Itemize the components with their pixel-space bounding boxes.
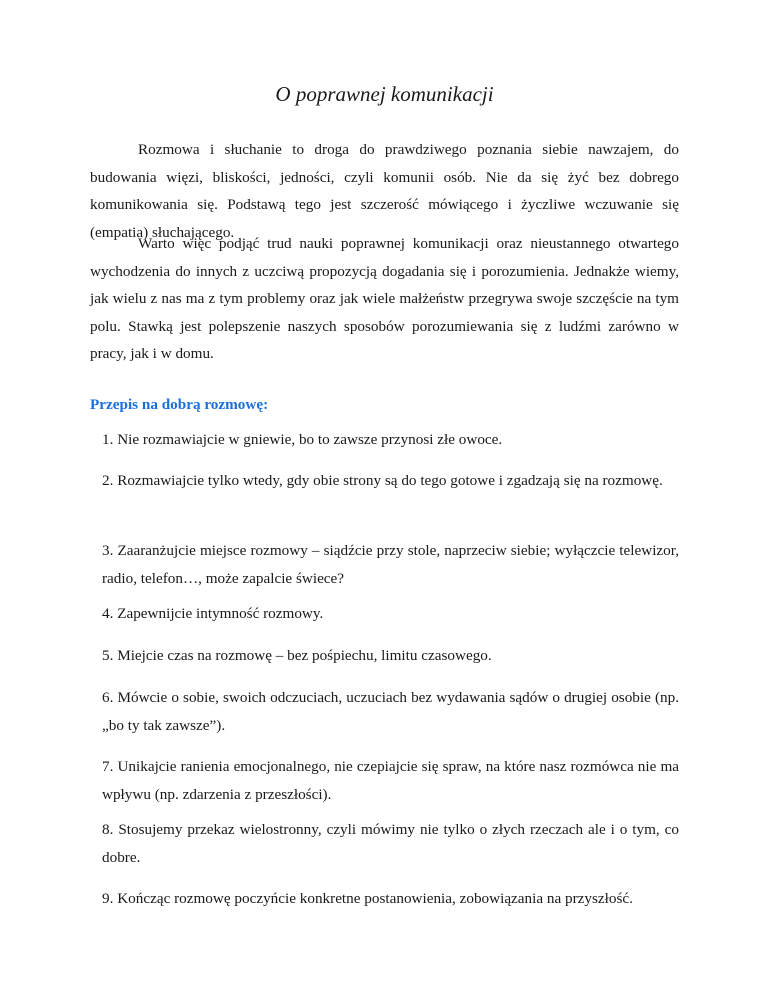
list-item: 8. Stosujemy przekaz wielostronny, czyli mówimy nie tylko o złych rzeczach ale i o tym, co dobre. — [102, 821, 679, 866]
list-item: 1. Nie rozmawiajcie w gniewie, bo to zawsze przynosi złe owoce. — [102, 431, 503, 448]
list-item: 3. Zaaranżujcie miejsce rozmowy – siądźcie przy stole, naprzeciw siebie; wyłączcie telewizor, radio, telefon…, może zapalcie świece? — [102, 542, 679, 587]
list-item: 6. Mówcie o sobie, swoich odczuciach, uczuciach bez wydawania sądów o drugiej osobie (np. „bo ty tak zawsze”). — [102, 689, 679, 734]
recipe-heading: Przepis na dobrą rozmowę: — [90, 396, 269, 413]
page-title: O poprawnej komunikacji — [275, 82, 494, 106]
intro-paragraph: Rozmowa i słuchanie to droga do prawdziwego poznania siebie nawzajem, do budowania więzi, bliskości, jedności, czyli komunii osób. Nie da się żyć bez dobrego komunikowania się. Podstawą tego jest szczerość mówiącego i życzliwe wczuwanie się (empatia) słuchającego. — [90, 141, 679, 241]
body-paragraph: Warto więc podjąć trud nauki poprawnej komunikacji oraz nieustannego otwartego wychodzenia do innych z uczciwą propozycją dogadania się i porozumienia. Jednakże wiemy, jak wielu z nas ma z tym problemy oraz jak wiele małżeństw przegrywa swoje szczęście na tym polu. Stawką jest polepszenie naszych sposobów porozumiewania się z ludźmi zarówno w pracy, jak i w domu. — [90, 235, 679, 362]
list-item: 2. Rozmawiajcie tylko wtedy, gdy obie strony są do tego gotowe i zgadzają się na rozmowę. — [102, 472, 663, 489]
list-item: 7. Unikajcie ranienia emocjonalnego, nie czepiajcie się spraw, na które nasz rozmówca nie ma wpływu (np. zdarzenia z przeszłości). — [102, 758, 679, 803]
list-item: 4. Zapewnijcie intymność rozmowy. — [102, 605, 324, 622]
list-item: 9. Kończąc rozmowę poczyńcie konkretne postanowienia, zobowiązania na przyszłość. — [102, 890, 633, 907]
list-item: 5. Miejcie czas na rozmowę – bez pośpiechu, limitu czasowego. — [102, 647, 492, 664]
